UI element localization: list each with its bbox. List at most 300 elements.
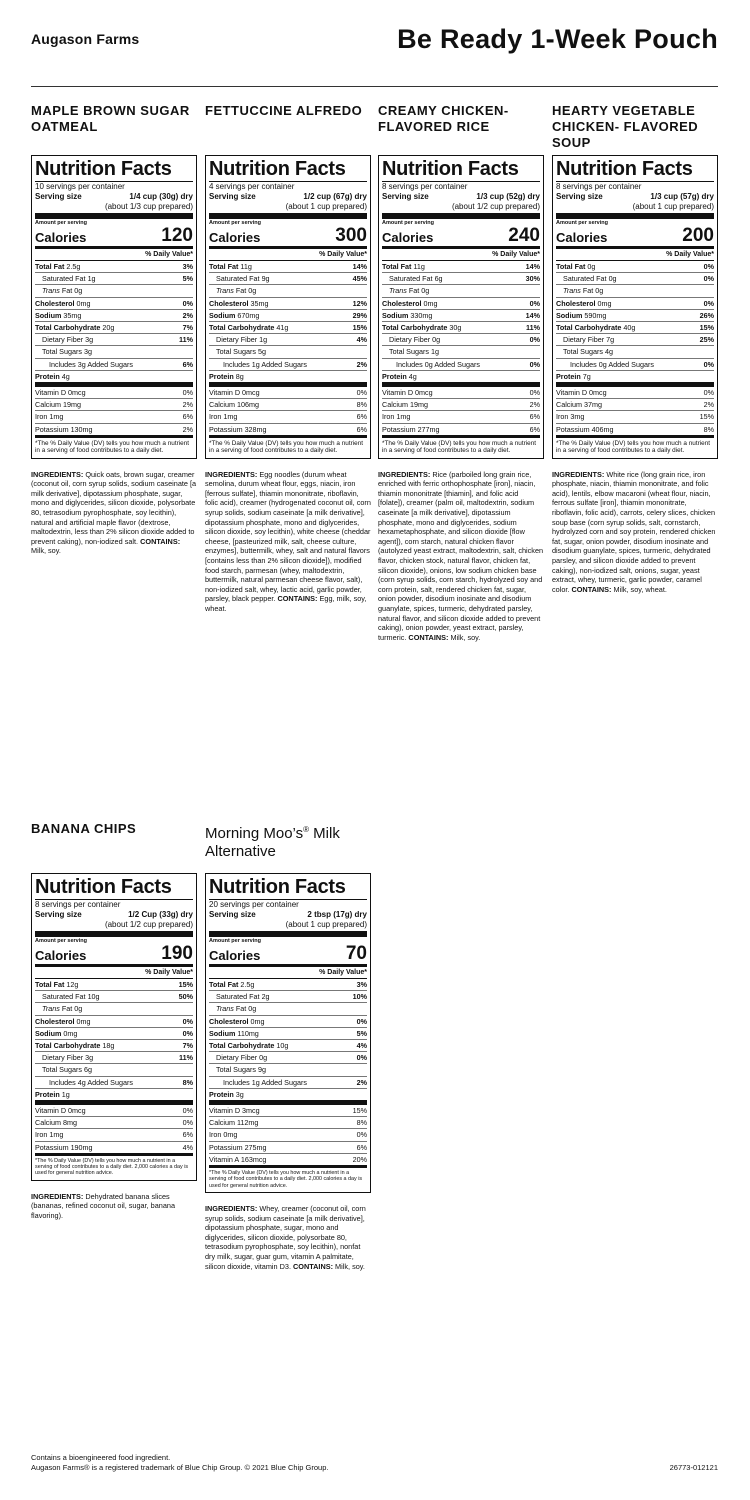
potassium-dv: 6% — [356, 424, 367, 434]
nutrition-facts-label — [552, 155, 718, 459]
calcium-label: Calcium — [382, 400, 408, 410]
serving-size-prepared: (about 1/2 cup prepared) — [382, 202, 540, 219]
serving-size-label: Serving size — [35, 192, 82, 201]
daily-value-footnote: *The % Daily Value (DV) tells you how much a nutrient in a serving of food contributes to a daily diet. — [556, 439, 711, 455]
cholesterol-label: Cholesterol — [35, 1016, 75, 1026]
total-carbohydrate-label: Total Carbohydrate — [35, 1041, 101, 1051]
nutrition-facts-title: Nutrition Facts — [35, 158, 193, 182]
added-sugars-row — [35, 359, 193, 371]
serving-size-value: 2 tbsp (17g) dry — [307, 910, 367, 919]
calories-row — [209, 227, 367, 249]
total-sugars-row — [556, 346, 714, 358]
total-sugars-row — [35, 346, 193, 358]
calories-value: 240 — [508, 225, 540, 246]
added-sugars-label: Added Sugars — [87, 359, 133, 369]
sodium-label: Sodium — [209, 310, 236, 320]
iron-dv: 6% — [182, 412, 193, 422]
iron-amount: 0mg — [223, 1130, 238, 1140]
cholesterol-row — [209, 1016, 367, 1028]
cholesterol-row — [382, 298, 540, 310]
serving-size-label: Serving size — [209, 910, 256, 919]
vitamin-d-dv: 0% — [182, 1106, 193, 1116]
trans-fat-row — [35, 1003, 193, 1015]
sodium-dv: 0% — [182, 1028, 193, 1038]
nutrition-facts-label — [205, 873, 371, 1193]
page-title: Be Ready 1-Week Pouch — [397, 24, 718, 54]
iron-label: Iron — [382, 412, 395, 422]
saturated-fat-amount: 0g — [608, 274, 617, 284]
dietary-fiber-row — [209, 1052, 367, 1064]
total-carbohydrate-dv: 7% — [182, 323, 193, 333]
vitamin-d-amount: 3mcg — [242, 1106, 260, 1116]
serving-size-row — [556, 192, 714, 202]
total-fat-row — [556, 261, 714, 273]
contains-list: Milk, soy, wheat. — [613, 584, 667, 594]
total-fat-amount: 2.5g — [66, 262, 81, 271]
calcium-amount: 37mg — [583, 400, 602, 410]
calcium-amount: 8mg — [62, 1118, 77, 1128]
calcium-amount: 112mg — [236, 1118, 259, 1128]
iron-row — [382, 411, 540, 423]
total-fat-row — [35, 979, 193, 991]
fat-label: Fat — [580, 286, 594, 296]
cholesterol-amount: 0mg — [76, 298, 91, 308]
amount-per-serving: Amount per serving — [35, 938, 87, 944]
serving-size-prepared: (about 1 cup prepared) — [209, 202, 367, 219]
potassium-row — [382, 424, 540, 438]
trademark-note: Augason Farms® is a registered trademark of Blue Chip Group. © 2021 Blue Chip Group. — [31, 1463, 329, 1472]
total-carbohydrate-row — [556, 322, 714, 334]
saturated-fat-dv: 30% — [525, 274, 540, 284]
calcium-dv: 8% — [356, 1118, 367, 1128]
potassium-amount: 275mg — [244, 1142, 267, 1152]
saturated-fat-label: Saturated Fat — [389, 274, 433, 284]
sodium-dv: 2% — [182, 310, 193, 320]
sodium-amount: 330mg — [410, 310, 433, 320]
cholesterol-row — [35, 1016, 193, 1028]
nutrition-facts-title: Nutrition Facts — [35, 876, 193, 900]
vitamin-d-label: Vitamin D — [209, 1106, 241, 1116]
serving-size-row — [35, 192, 193, 202]
total-fat-row — [382, 261, 540, 273]
calories-value: 70 — [345, 943, 367, 964]
cholesterol-dv: 12% — [352, 298, 367, 308]
trans-label: Trans — [42, 286, 60, 296]
calcium-dv: 2% — [182, 400, 193, 410]
product-panel — [31, 821, 197, 1221]
potassium-row — [35, 424, 193, 438]
added-sugars-label: Added Sugars — [87, 1077, 133, 1087]
total-sugars-label: Total Sugars — [216, 347, 256, 357]
saturated-fat-dv: 5% — [182, 274, 193, 284]
total-carbohydrate-dv: 7% — [182, 1041, 193, 1051]
vitamin-d-row — [209, 387, 367, 399]
ingredients-list: Egg noodles (durum wheat semolina, durum wheat flour, eggs, niacin, iron [ferrous sulfate], thiamin mononitrate, riboflavin, folic acid), creamer (hydrogenated coconut oil, corn syrup solids, sodium caseinate [a milk derivative], dipotassium phosphate, mono and diglycerides, silicon dioxide, soy lecithin), white cheese (cheddar cheese, [pasteurized milk, salt, cheese culture, enzymes], buttermilk, whey, salt and natural flavors [contains less than 2% silicon dioxide]), modified food starch, parmesan (whey, maltodextrin, buttermilk, natural parmesan cheese flavor, salt), non-iodized salt, whey, lactic acid, garlic powder, parsley, black pepper. — [205, 469, 371, 604]
potassium-amount: 406mg — [591, 424, 614, 434]
total-carbohydrate-amount: 40g — [623, 323, 636, 333]
product-name — [205, 821, 371, 873]
nutrition-facts-label — [205, 155, 371, 459]
sodium-row — [209, 1028, 367, 1040]
calcium-amount: 19mg — [62, 400, 81, 410]
sodium-amount: 0mg — [63, 1028, 78, 1038]
total-fat-label: Total Fat — [209, 262, 239, 271]
calcium-amount: 19mg — [409, 400, 428, 410]
trans-label: Trans — [42, 1004, 60, 1014]
potassium-label: Potassium — [35, 1142, 69, 1152]
added-sugars-amount: 1g — [251, 359, 260, 369]
serving-size-row — [209, 910, 367, 920]
product-name: CREAMY CHICKEN-FLAVORED RICE — [378, 103, 509, 134]
iron-amount: 1mg — [396, 412, 411, 422]
protein-label: Protein — [209, 1089, 234, 1099]
total-fat-dv: 14% — [525, 262, 540, 271]
potassium-row — [556, 424, 714, 438]
includes-label: Includes — [223, 1077, 250, 1087]
amount-per-serving: Amount per serving — [556, 220, 608, 226]
includes-label: Includes — [49, 359, 76, 369]
potassium-dv: 8% — [703, 424, 714, 434]
calories-row — [209, 945, 367, 967]
iron-label: Iron — [209, 1130, 222, 1140]
amount-per-serving: Amount per serving — [209, 220, 261, 226]
iron-amount: 3mg — [570, 412, 585, 422]
ingredients-label: INGREDIENTS: — [205, 1203, 258, 1213]
product-panel — [205, 103, 371, 614]
protein-row — [35, 1089, 193, 1105]
trans-label: Trans — [216, 1004, 234, 1014]
trans-label: Trans — [389, 286, 407, 296]
saturated-fat-amount: 9g — [261, 274, 270, 284]
sodium-row — [382, 310, 540, 322]
calcium-label: Calcium — [35, 1118, 61, 1128]
added-sugars-dv: 6% — [182, 359, 193, 369]
added-sugars-dv: 0% — [703, 359, 714, 369]
saturated-fat-amount: 6g — [434, 274, 443, 284]
trans-fat-amount: 0g — [74, 1004, 83, 1014]
sodium-amount: 35mg — [63, 310, 82, 320]
protein-amount: 1g — [61, 1089, 70, 1099]
vitamin-d-row — [556, 387, 714, 399]
serving-size-prepared: (about 1 cup prepared) — [556, 202, 714, 219]
saturated-fat-amount: 1g — [87, 274, 96, 284]
total-fat-dv: 3% — [356, 980, 367, 989]
product-name-part: Milk Alternative — [205, 825, 340, 860]
added-sugars-label: Added Sugars — [261, 359, 307, 369]
saturated-fat-row — [556, 273, 714, 285]
sodium-row — [209, 310, 367, 322]
serving-size-label: Serving size — [209, 192, 256, 201]
saturated-fat-label: Saturated Fat — [216, 992, 260, 1002]
added-sugars-amount: 0g — [598, 359, 607, 369]
vitamin-d-amount: 0mcg — [415, 388, 433, 398]
vitamin-d-dv: 0% — [356, 388, 367, 398]
ingredients-text — [205, 1204, 371, 1271]
calories-row — [35, 945, 193, 967]
daily-value-footnote: *The % Daily Value (DV) tells you how much a nutrient in a serving of food contributes to a daily diet. — [382, 439, 537, 455]
calories-value: 120 — [161, 225, 193, 246]
saturated-fat-row — [382, 273, 540, 285]
protein-label: Protein — [382, 371, 407, 381]
dietary-fiber-amount: 3g — [85, 1053, 94, 1063]
total-carbohydrate-label: Total Carbohydrate — [209, 323, 275, 333]
saturated-fat-dv: 45% — [352, 274, 367, 284]
sodium-dv: 29% — [352, 310, 367, 320]
contains-list: Milk, soy. — [31, 546, 61, 556]
dietary-fiber-label: Dietary Fiber — [389, 335, 431, 345]
product-panel — [378, 103, 544, 642]
vitamin-a-amount: 163mcg — [240, 1154, 267, 1164]
vitamin-d-dv: 0% — [182, 388, 193, 398]
dietary-fiber-label: Dietary Fiber — [42, 335, 84, 345]
registered-mark: ® — [303, 825, 310, 834]
calcium-label: Calcium — [556, 400, 582, 410]
serving-size-prepared: (about 1/3 cup prepared) — [35, 202, 193, 219]
total-carbohydrate-amount: 41g — [276, 323, 289, 333]
calcium-row — [556, 399, 714, 411]
protein-row — [209, 371, 367, 387]
potassium-row — [35, 1142, 193, 1156]
dietary-fiber-dv: 11% — [179, 1053, 193, 1063]
total-carbohydrate-label: Total Carbohydrate — [556, 323, 622, 333]
daily-value-footnote: *The % Daily Value (DV) tells you how much a nutrient in a serving of food contributes to a daily diet. 2,000 calories a day is used for general nutrition advice. — [209, 1170, 363, 1189]
total-fat-label: Total Fat — [35, 980, 65, 989]
potassium-dv: 6% — [529, 424, 540, 434]
product-name: BANANA CHIPS — [31, 821, 137, 836]
iron-dv: 15% — [699, 412, 714, 422]
total-sugars-amount: 6g — [83, 1065, 92, 1075]
cholesterol-row — [209, 298, 367, 310]
vitamin-d-label: Vitamin D — [556, 388, 588, 398]
daily-value-header: % Daily Value* — [382, 249, 540, 261]
contains-label: CONTAINS: — [140, 536, 181, 546]
includes-label: Includes — [570, 359, 597, 369]
cholesterol-amount: 0mg — [76, 1016, 91, 1026]
total-sugars-amount: 1g — [430, 347, 439, 357]
vitamin-d-amount: 0mcg — [242, 388, 260, 398]
calories-value: 200 — [682, 225, 714, 246]
calcium-label: Calcium — [35, 400, 61, 410]
total-fat-dv: 14% — [352, 262, 367, 271]
calories-label: Calories — [209, 230, 261, 245]
protein-row — [209, 1089, 367, 1105]
potassium-amount: 190mg — [70, 1142, 93, 1152]
nutrition-facts-title: Nutrition Facts — [209, 876, 367, 900]
total-sugars-label: Total Sugars — [42, 347, 82, 357]
ingredients-list: Dehydrated banana slices (bananas, refined coconut oil, sugar, banana flavoring). — [31, 1191, 176, 1220]
cholesterol-dv: 0% — [356, 1016, 367, 1026]
sodium-label: Sodium — [209, 1028, 236, 1038]
added-sugars-label: Added Sugars — [434, 359, 480, 369]
added-sugars-dv: 2% — [356, 1077, 367, 1087]
added-sugars-label: Added Sugars — [608, 359, 654, 369]
cholesterol-amount: 0mg — [597, 298, 612, 308]
vitamin-d-dv: 15% — [352, 1106, 367, 1116]
serving-size-value: 1/2 cup (67g) dry — [303, 192, 367, 201]
vitamin-d-row — [209, 1105, 367, 1117]
saturated-fat-label: Saturated Fat — [563, 274, 607, 284]
trans-fat-amount: 0g — [421, 286, 430, 296]
cholesterol-dv: 0% — [703, 298, 714, 308]
calories-label: Calories — [382, 230, 434, 245]
nutrition-facts-label — [31, 873, 197, 1181]
potassium-amount: 277mg — [417, 424, 440, 434]
iron-row — [209, 411, 367, 423]
includes-label: Includes — [396, 359, 423, 369]
trans-fat-amount: 0g — [595, 286, 604, 296]
ingredients-list: Rice (parboiled long grain rice, enriched with ferric orthophosphate [iron], niacin, thiamin mononitrate [thiamin], and folic acid [folate]), creamer (palm oil, maltodextrin, sodium caseinate [a milk derivative], dipotassium phosphate, mono and diglycerides, sodium hexametaphosphate, and silicon dioxide [flow agent]), corn starch, natural chicken flavor (autolyzed yeast extract, maltodextrin, salt, chicken flavor, chicken stock, natural flavor, chicken fat, silicon dioxide), onions, low sodium chicken base (corn syrup solids, corn starch, hydrolyzed soy and corn protein, salt, rendered chicken fat, sugar, onion powder, disodium inosinate and disodium guanylate, spices, turmeric, dehydrated parsley, natural flavor, and silicon dioxide added to prevent caking), onion powder, yeast extract, parsley, turmeric. — [378, 469, 544, 642]
protein-amount: 8g — [235, 371, 244, 381]
vitamin-d-amount: 0mcg — [68, 388, 86, 398]
ingredients-label: INGREDIENTS: — [378, 469, 431, 479]
calcium-dv: 2% — [529, 400, 540, 410]
cholesterol-dv: 0% — [182, 298, 193, 308]
total-fat-dv: 0% — [703, 262, 714, 271]
product-panel — [31, 103, 197, 556]
serving-size-label: Serving size — [382, 192, 429, 201]
dietary-fiber-dv: 0% — [356, 1053, 367, 1063]
potassium-label: Potassium — [556, 424, 590, 434]
vitamin-d-row — [35, 1105, 193, 1117]
sodium-row — [35, 310, 193, 322]
added-sugars-dv: 2% — [356, 359, 367, 369]
total-sugars-amount: 4g — [604, 347, 613, 357]
servings-per-container: 8 servings per container — [35, 900, 121, 909]
protein-label: Protein — [35, 371, 60, 381]
daily-value-footnote: *The % Daily Value (DV) tells you how much a nutrient in a serving of food contributes to a daily diet. — [35, 439, 190, 455]
brand-name: Augason Farms — [31, 31, 140, 47]
vitamin-d-row — [382, 387, 540, 399]
total-fat-label: Total Fat — [35, 262, 65, 271]
saturated-fat-amount: 2g — [261, 992, 270, 1002]
sodium-dv: 5% — [356, 1028, 367, 1038]
product-name: HEARTY VEGETABLE CHICKEN- FLAVORED SOUP — [552, 103, 699, 150]
iron-row — [209, 1129, 367, 1141]
dietary-fiber-label: Dietary Fiber — [216, 335, 258, 345]
total-fat-row — [35, 261, 193, 273]
saturated-fat-label: Saturated Fat — [216, 274, 260, 284]
calories-row — [556, 227, 714, 249]
added-sugars-row — [382, 359, 540, 371]
total-carbohydrate-dv: 15% — [699, 323, 714, 333]
serving-size-value: 1/3 cup (57g) dry — [650, 192, 714, 201]
ingredients-list: White rice (long grain rice, iron phosphate, niacin, thiamin mononitrate, and folic acid), lentils, elbow macaroni (wheat flour, niacin, ferrous sulfate [iron], thiamin mononitrate, riboflavin, folic acid), carrots, celery slices, chicken soup base (corn syrup solids, salt, cornstarch, hydrolyzed corn and soy protein, rendered chicken fat, sugar, onion powder, disodium inosinate and disodium guanylate, spices, turmeric, dehydrated parsley, and silicon dioxide added to prevent caking), non-iodized salt, onions, sugar, yeast extract, whey, turmeric, garlic powder, caramel color. — [552, 469, 716, 594]
product-panel — [205, 821, 371, 1271]
sodium-amount: 110mg — [237, 1028, 259, 1038]
added-sugars-amount: 3g — [77, 359, 86, 369]
calories-value: 300 — [335, 225, 367, 246]
protein-label: Protein — [35, 1089, 60, 1099]
potassium-label: Potassium — [35, 424, 69, 434]
iron-row — [35, 1129, 193, 1141]
vitamin-d-label: Vitamin D — [382, 388, 414, 398]
cholesterol-dv: 0% — [529, 298, 540, 308]
dietary-fiber-amount: 7g — [606, 335, 615, 345]
total-sugars-row — [209, 346, 367, 358]
total-sugars-label: Total Sugars — [389, 347, 429, 357]
ingredients-list: Quick oats, brown sugar, creamer (coconut oil, corn syrup solids, sodium caseinate [a milk derivative], dipotassium phosphate, sugar, mono and diglycerides, silicon dioxide, polysorbate 80, tetrasodium pyrophosphate, soy lecithin), natural and artificial maple flavor (dextrose, maltodextrin, less than 2% silicon dioxide added to prevent caking), non-iodized salt. — [31, 469, 197, 546]
saturated-fat-dv: 50% — [178, 992, 193, 1002]
dietary-fiber-row — [35, 1052, 193, 1064]
saturated-fat-row — [209, 273, 367, 285]
daily-value-footnote: *The % Daily Value (DV) tells you how much a nutrient in a serving of food contributes to a daily diet. — [209, 439, 364, 455]
trans-fat-row — [209, 1003, 367, 1015]
serving-size-row — [35, 910, 193, 920]
iron-label: Iron — [556, 412, 569, 422]
ingredients-label: INGREDIENTS: — [31, 1191, 84, 1201]
total-carbohydrate-row — [382, 322, 540, 334]
sodium-amount: 670mg — [237, 310, 260, 320]
protein-amount: 3g — [235, 1089, 244, 1099]
iron-row — [35, 411, 193, 423]
total-sugars-label: Total Sugars — [216, 1065, 256, 1075]
trans-fat-row — [35, 285, 193, 297]
calcium-row — [209, 1117, 367, 1129]
protein-row — [382, 371, 540, 387]
calories-label: Calories — [209, 948, 261, 963]
vitamin-a-dv: 20% — [352, 1154, 367, 1164]
saturated-fat-label: Saturated Fat — [42, 992, 86, 1002]
amount-per-serving: Amount per serving — [209, 938, 261, 944]
trans-fat-amount: 0g — [248, 286, 257, 296]
serving-size-value: 1/4 cup (30g) dry — [129, 192, 193, 201]
protein-row — [556, 371, 714, 387]
cholesterol-amount: 35mg — [250, 298, 269, 308]
nutrition-facts-title: Nutrition Facts — [556, 158, 714, 182]
iron-amount: 1mg — [223, 412, 238, 422]
potassium-row — [209, 424, 367, 438]
potassium-label: Potassium — [209, 1142, 243, 1152]
trans-fat-row — [209, 285, 367, 297]
total-fat-dv: 3% — [182, 262, 193, 271]
servings-per-container: 8 servings per container — [382, 182, 468, 191]
added-sugars-row — [209, 359, 367, 371]
total-carbohydrate-amount: 20g — [102, 323, 115, 333]
total-carbohydrate-row — [209, 1040, 367, 1052]
ingredients-text — [31, 470, 197, 556]
product-name: FETTUCCINE ALFREDO — [205, 103, 363, 118]
cholesterol-amount: 0mg — [423, 298, 438, 308]
iron-label: Iron — [35, 1130, 48, 1140]
calcium-label: Calcium — [209, 400, 235, 410]
cholesterol-label: Cholesterol — [382, 298, 422, 308]
dietary-fiber-amount: 1g — [259, 335, 268, 345]
calories-label: Calories — [35, 948, 87, 963]
daily-value-header: % Daily Value* — [209, 249, 367, 261]
ingredients-label: INGREDIENTS: — [31, 469, 84, 479]
total-sugars-row — [35, 1064, 193, 1076]
total-carbohydrate-label: Total Carbohydrate — [209, 1041, 275, 1051]
dietary-fiber-row — [556, 334, 714, 346]
potassium-row — [209, 1142, 367, 1154]
sodium-label: Sodium — [556, 310, 583, 320]
added-sugars-row — [556, 359, 714, 371]
total-carbohydrate-label: Total Carbohydrate — [35, 323, 101, 333]
total-fat-amount: 0g — [587, 262, 596, 271]
iron-label: Iron — [35, 412, 48, 422]
vitamin-a-label: Vitamin A — [209, 1154, 239, 1164]
calories-label: Calories — [35, 230, 87, 245]
protein-row — [35, 371, 193, 387]
sodium-row — [35, 1028, 193, 1040]
vitamin-d-dv: 0% — [703, 388, 714, 398]
dietary-fiber-amount: 0g — [432, 335, 441, 345]
contains-label: CONTAINS: — [571, 584, 612, 594]
vitamin-d-amount: 0mcg — [589, 388, 607, 398]
total-fat-amount: 11g — [413, 262, 425, 271]
added-sugars-row — [35, 1077, 193, 1089]
potassium-dv: 6% — [356, 1142, 367, 1152]
